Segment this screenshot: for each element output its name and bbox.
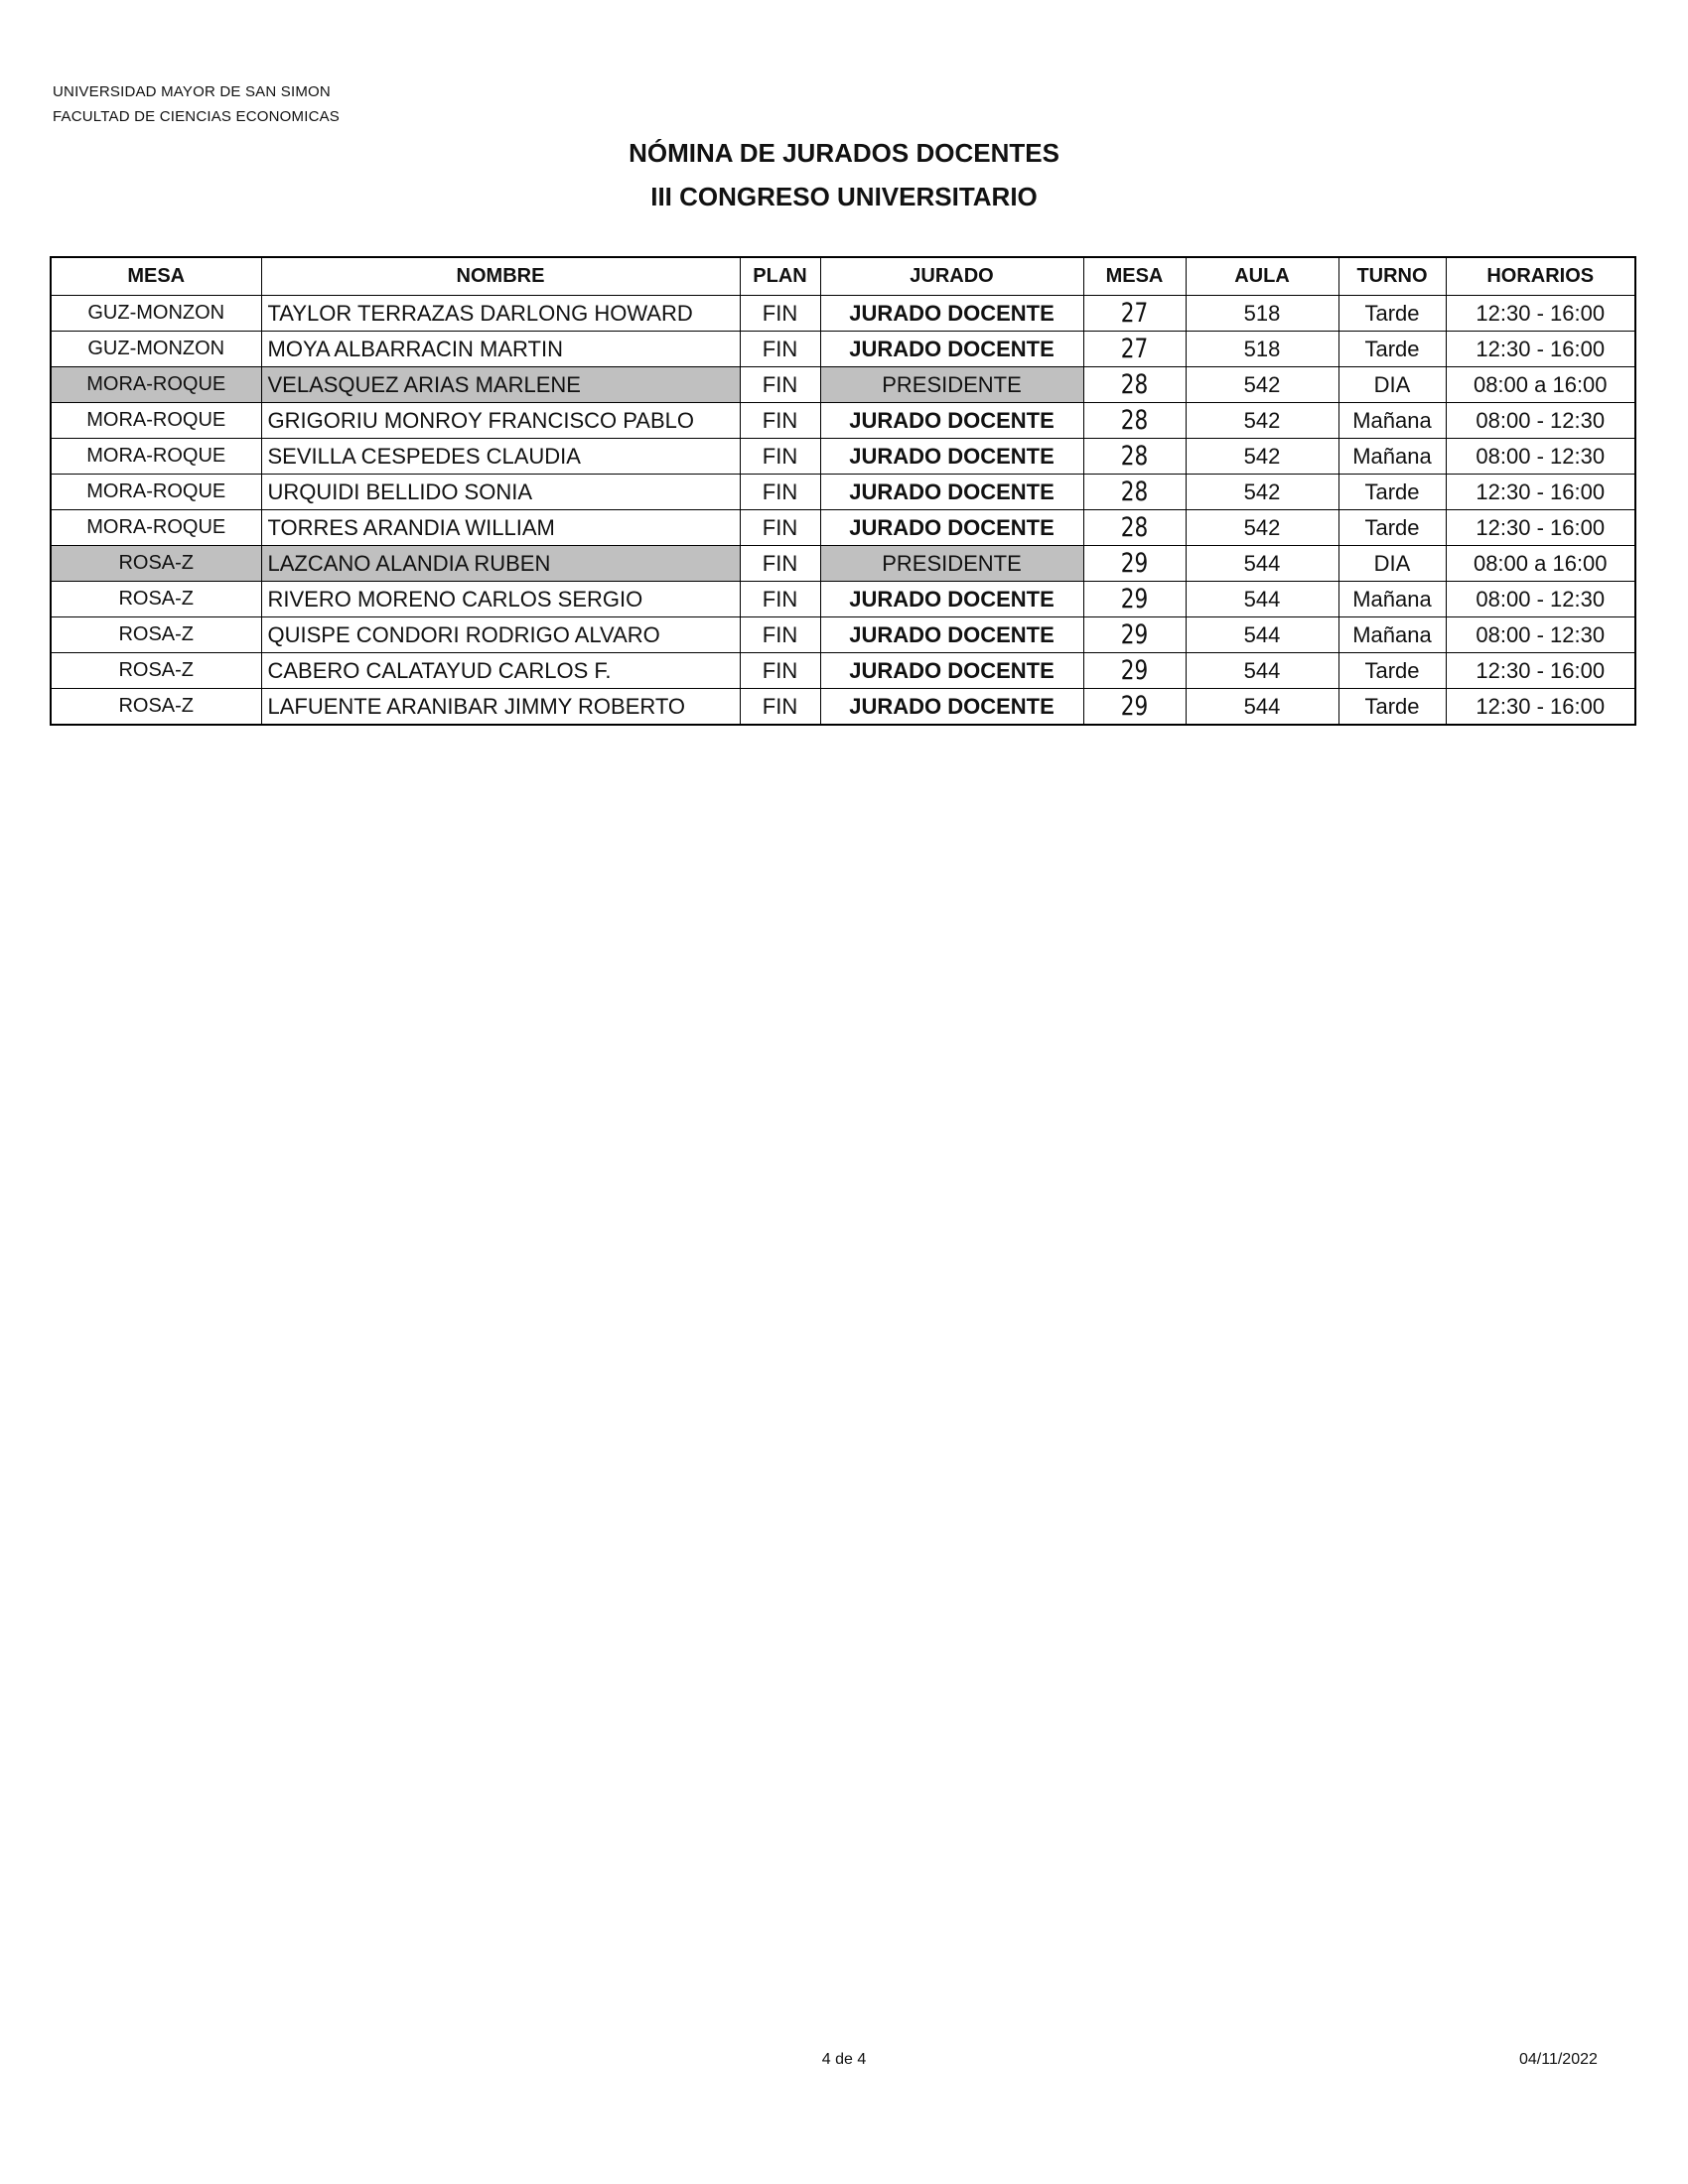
nombre-cell: VELASQUEZ ARIAS MARLENE — [261, 367, 740, 403]
plan-cell: FIN — [740, 510, 820, 546]
jurado-cell: JURADO DOCENTE — [820, 653, 1083, 689]
horario-cell: 12:30 - 16:00 — [1446, 689, 1635, 726]
mesa-number-cell: 29 — [1093, 582, 1175, 617]
jurado-cell: JURADO DOCENTE — [820, 582, 1083, 617]
plan-cell: FIN — [740, 403, 820, 439]
nombre-cell: SEVILLA CESPEDES CLAUDIA — [261, 439, 740, 475]
jurado-cell: JURADO DOCENTE — [820, 332, 1083, 367]
jurado-cell: JURADO DOCENTE — [820, 475, 1083, 510]
nombre-cell: LAZCANO ALANDIA RUBEN — [261, 546, 740, 582]
jurados-table — [50, 256, 1636, 726]
nombre-cell: MOYA ALBARRACIN MARTIN — [261, 332, 740, 367]
page-number: 4 de 4 — [821, 2051, 867, 2068]
aula-cell: 542 — [1186, 439, 1338, 475]
jurado-cell: PRESIDENTE — [820, 367, 1083, 403]
jurado-cell: JURADO DOCENTE — [820, 403, 1083, 439]
mesa-number-cell: 28 — [1093, 475, 1175, 510]
nombre-cell: CABERO CALATAYUD CARLOS F. — [261, 653, 740, 689]
mesa-code-cell: GUZ-MONZON — [51, 332, 261, 367]
mesa-code-cell: MORA-ROQUE — [51, 510, 261, 546]
mesa-number-cell: 27 — [1093, 332, 1175, 367]
table-row — [51, 296, 1635, 332]
aula-cell: 544 — [1186, 653, 1338, 689]
plan-cell: FIN — [740, 653, 820, 689]
document-title: NÓMINA DE JURADOS DOCENTES — [629, 138, 1059, 168]
aula-cell: 542 — [1186, 510, 1338, 546]
mesa-number-cell: 29 — [1093, 617, 1175, 653]
table-row — [51, 510, 1635, 546]
table-row — [51, 332, 1635, 367]
turno-cell: Mañana — [1338, 617, 1446, 653]
turno-cell: Tarde — [1338, 653, 1446, 689]
mesa-code-cell: ROSA-Z — [51, 617, 261, 653]
aula-cell: 544 — [1186, 582, 1338, 617]
table-row — [51, 367, 1635, 403]
aula-cell: 544 — [1186, 617, 1338, 653]
header-org — [53, 79, 340, 129]
document-subtitle: III CONGRESO UNIVERSITARIO — [650, 182, 1038, 211]
horario-cell: 08:00 - 12:30 — [1446, 439, 1635, 475]
aula-cell: 542 — [1186, 475, 1338, 510]
plan-cell: FIN — [740, 582, 820, 617]
plan-cell: FIN — [740, 546, 820, 582]
turno-cell: Tarde — [1338, 332, 1446, 367]
horario-cell: 12:30 - 16:00 — [1446, 510, 1635, 546]
mesa-code-cell: ROSA-Z — [51, 653, 261, 689]
horario-cell: 12:30 - 16:00 — [1446, 653, 1635, 689]
mesa-code-cell: MORA-ROQUE — [51, 475, 261, 510]
table-row — [51, 689, 1635, 726]
plan-cell: FIN — [740, 617, 820, 653]
table-row — [51, 653, 1635, 689]
nombre-cell: QUISPE CONDORI RODRIGO ALVARO — [261, 617, 740, 653]
turno-cell: Mañana — [1338, 403, 1446, 439]
plan-cell: FIN — [740, 296, 820, 332]
turno-cell: Tarde — [1338, 510, 1446, 546]
column-header: NOMBRE — [261, 257, 740, 296]
turno-cell: Mañana — [1338, 582, 1446, 617]
nombre-cell: TORRES ARANDIA WILLIAM — [261, 510, 740, 546]
table-row — [51, 403, 1635, 439]
table-row — [51, 617, 1635, 653]
aula-cell: 518 — [1186, 296, 1338, 332]
plan-cell: FIN — [740, 439, 820, 475]
mesa-number-cell: 29 — [1093, 689, 1175, 726]
jurado-cell: JURADO DOCENTE — [820, 689, 1083, 726]
plan-cell: FIN — [740, 689, 820, 726]
column-header: AULA — [1186, 257, 1338, 296]
mesa-code-cell: ROSA-Z — [51, 582, 261, 617]
table-row — [51, 546, 1635, 582]
mesa-code-cell: MORA-ROQUE — [51, 403, 261, 439]
horario-cell: 12:30 - 16:00 — [1446, 475, 1635, 510]
table-row — [51, 439, 1635, 475]
horario-cell: 08:00 - 12:30 — [1446, 403, 1635, 439]
horario-cell: 08:00 - 12:30 — [1446, 617, 1635, 653]
university-name: UNIVERSIDAD MAYOR DE SAN SIMON — [53, 83, 331, 100]
mesa-code-cell: ROSA-Z — [51, 546, 261, 582]
document-date: 04/11/2022 — [1519, 2051, 1598, 2068]
turno-cell: DIA — [1338, 367, 1446, 403]
nombre-cell: TAYLOR TERRAZAS DARLONG HOWARD — [261, 296, 740, 332]
table-row — [51, 582, 1635, 617]
turno-cell: DIA — [1338, 546, 1446, 582]
aula-cell: 542 — [1186, 367, 1338, 403]
mesa-number-cell: 28 — [1093, 403, 1175, 439]
table-row — [51, 475, 1635, 510]
horario-cell: 12:30 - 16:00 — [1446, 332, 1635, 367]
plan-cell: FIN — [740, 332, 820, 367]
turno-cell: Tarde — [1338, 475, 1446, 510]
aula-cell: 542 — [1186, 403, 1338, 439]
column-header: JURADO — [820, 257, 1083, 296]
mesa-code-cell: MORA-ROQUE — [51, 367, 261, 403]
faculty-name: FACULTAD DE CIENCIAS ECONOMICAS — [53, 108, 341, 125]
jurado-cell: JURADO DOCENTE — [820, 439, 1083, 475]
nombre-cell: URQUIDI BELLIDO SONIA — [261, 475, 740, 510]
jurado-cell: JURADO DOCENTE — [820, 510, 1083, 546]
nombre-cell: LAFUENTE ARANIBAR JIMMY ROBERTO — [261, 689, 740, 726]
mesa-number-cell: 29 — [1093, 653, 1175, 689]
mesa-number-cell: 29 — [1093, 546, 1175, 582]
column-header: TURNO — [1338, 257, 1446, 296]
horario-cell: 12:30 - 16:00 — [1446, 296, 1635, 332]
plan-cell: FIN — [740, 367, 820, 403]
jurado-cell: PRESIDENTE — [820, 546, 1083, 582]
nombre-cell: RIVERO MORENO CARLOS SERGIO — [261, 582, 740, 617]
mesa-number-cell: 28 — [1093, 510, 1175, 546]
jurado-cell: JURADO DOCENTE — [820, 617, 1083, 653]
turno-cell: Mañana — [1338, 439, 1446, 475]
mesa-code-cell: MORA-ROQUE — [51, 439, 261, 475]
table-header-row — [51, 257, 1635, 296]
mesa-code-cell: ROSA-Z — [51, 689, 261, 726]
aula-cell: 518 — [1186, 332, 1338, 367]
turno-cell: Tarde — [1338, 296, 1446, 332]
plan-cell: FIN — [740, 475, 820, 510]
jurado-cell: JURADO DOCENTE — [820, 296, 1083, 332]
column-header: PLAN — [740, 257, 820, 296]
horario-cell: 08:00 a 16:00 — [1446, 546, 1635, 582]
mesa-code-cell: GUZ-MONZON — [51, 296, 261, 332]
turno-cell: Tarde — [1338, 689, 1446, 726]
horario-cell: 08:00 a 16:00 — [1446, 367, 1635, 403]
mesa-number-cell: 28 — [1093, 439, 1175, 475]
nombre-cell: GRIGORIU MONROY FRANCISCO PABLO — [261, 403, 740, 439]
column-header: HORARIOS — [1446, 257, 1635, 296]
aula-cell: 544 — [1186, 546, 1338, 582]
horario-cell: 08:00 - 12:30 — [1446, 582, 1635, 617]
column-header: MESA — [51, 257, 261, 296]
mesa-number-cell: 28 — [1093, 367, 1175, 403]
column-header: MESA — [1083, 257, 1186, 296]
mesa-number-cell: 27 — [1093, 296, 1175, 332]
aula-cell: 544 — [1186, 689, 1338, 726]
